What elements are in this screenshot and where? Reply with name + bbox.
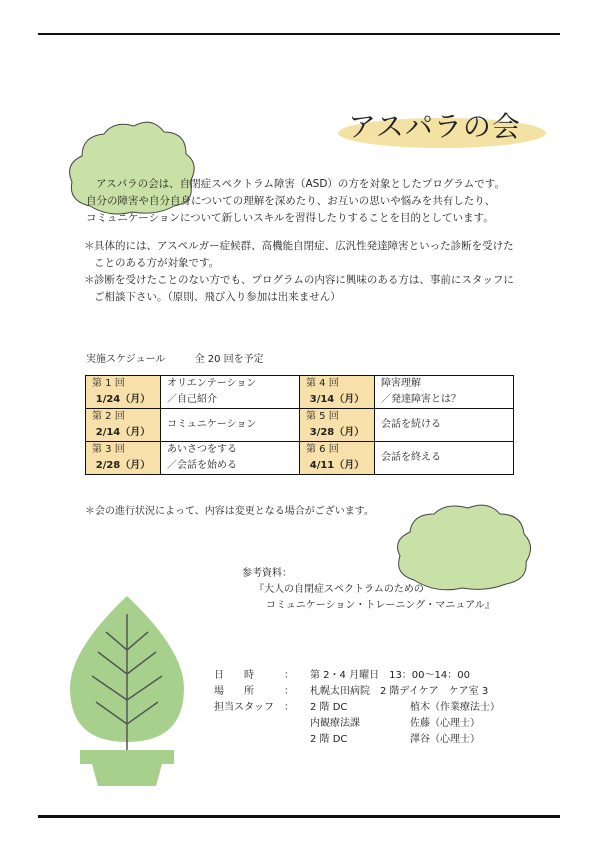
notes (84, 238, 524, 306)
note-bullet: ＊ (84, 240, 95, 252)
schedule-label: 実施スケジュール (86, 354, 166, 365)
content-line: あいさつをする (167, 444, 237, 455)
content-cell (375, 409, 514, 442)
reference-title-line-2: コミュニケーション・トレーニング・マニュアル』 (266, 600, 495, 611)
reference-title-line-1: 『大人の自閉症スペクトラムのための (254, 584, 424, 595)
table-row (86, 442, 514, 475)
info-row-date (214, 668, 500, 684)
staff-dept: 内観療法課 (310, 718, 360, 729)
session-cell (86, 376, 161, 409)
session-cell (300, 409, 375, 442)
session-date: 4/11（月） (309, 460, 365, 471)
note-item (84, 272, 524, 306)
session-date: 3/28（月） (309, 427, 365, 438)
colon: ： (284, 686, 294, 697)
info-row-place (214, 684, 500, 700)
colon: ： (284, 670, 294, 681)
schedule-heading (86, 350, 264, 365)
info-row-staff (214, 716, 500, 732)
session-date: 3/14（月） (309, 394, 365, 405)
session-cell (300, 442, 375, 475)
content-cell (161, 409, 300, 442)
place-value: 札幌太田病院 2 階デイケア ケア室 3 (310, 686, 489, 697)
top-rule (38, 33, 560, 35)
content-line: 会話を終える (381, 452, 441, 463)
content-line: ／会話を始める (167, 460, 237, 471)
intro-line-3: コミュニケーションについて新しいスキルを習得したりすることを目的としています。 (86, 212, 494, 224)
content-line: ／発達障害とは？ (381, 394, 461, 405)
session-cell (86, 409, 161, 442)
potted-tree-illustration (62, 592, 192, 788)
content-cell (161, 442, 300, 475)
content-line: 障害理解 (381, 378, 421, 389)
session-date: 2/14（月） (95, 427, 151, 438)
event-info (214, 668, 500, 748)
intro-line-1: アスパラの会は、自閉症スペクトラム障害（ASD）の方を対象としたプログラムです。 (96, 178, 505, 190)
session-date: 2/28（月） (95, 460, 151, 471)
content-line: オリエンテーション (167, 378, 257, 389)
session-number: 第 4 回 (306, 378, 339, 389)
note-text: 具体的には、アスペルガー症候群、高機能自閉症、広汎性発達障害といった診断を受けたことのある方が対象です。 (94, 240, 514, 269)
schedule-total: 全 20 回を予定 (194, 354, 264, 365)
note-bullet: ＊ (84, 274, 95, 286)
staff-name: 植木（作業療法士） (410, 702, 500, 713)
table-row (86, 376, 514, 409)
staff-name: 澤谷（心理士） (410, 734, 480, 745)
date-label: 日 時 (214, 670, 254, 681)
place-label: 場 所 (214, 686, 254, 697)
session-date: 1/24（月） (95, 394, 151, 405)
info-row-staff (214, 732, 500, 748)
staff-dept: 2 階 DC (310, 702, 348, 713)
session-number: 第 5 回 (306, 411, 339, 422)
bottom-rule (38, 815, 560, 818)
session-number: 第 6 回 (306, 444, 339, 455)
colon: ： (284, 702, 294, 713)
session-cell (86, 442, 161, 475)
content-line: ／自己紹介 (167, 394, 217, 405)
page-title: アスパラの会 (348, 110, 521, 143)
content-line: コミュニケーション (167, 419, 257, 430)
intro-line-2: 自分の障害や自分自身についての理解を深めたり、お互いの思いや悩みを共有したり、 (86, 195, 496, 207)
reference-label: 参考資料： (242, 568, 292, 579)
note-item (84, 238, 524, 272)
schedule-footnote: ＊会の進行状況によって、内容は変更となる場合がございます。 (85, 506, 374, 517)
note-text: 診断を受けたことのない方でも、プログラムの内容に興味のある方は、事前にスタッフにご相談下さい。（原則、飛び入り参加は出来ません） (94, 274, 514, 303)
date-value: 第 2・4 月曜日 13：00～14：00 (310, 670, 470, 681)
content-line: 会話を続ける (381, 419, 441, 430)
table-row (86, 409, 514, 442)
content-cell (161, 376, 300, 409)
staff-name: 佐藤（心理士） (410, 718, 480, 729)
reference (242, 566, 495, 614)
intro-text (86, 176, 526, 227)
info-row-staff (214, 700, 500, 716)
staff-dept: 2 階 DC (310, 734, 348, 745)
session-cell (300, 376, 375, 409)
session-number: 第 1 回 (92, 378, 125, 389)
session-number: 第 2 回 (92, 411, 125, 422)
session-number: 第 3 回 (92, 444, 125, 455)
content-cell (375, 376, 514, 409)
staff-label: 担当スタッフ (214, 702, 274, 713)
content-cell (375, 442, 514, 475)
schedule-table (85, 375, 514, 475)
